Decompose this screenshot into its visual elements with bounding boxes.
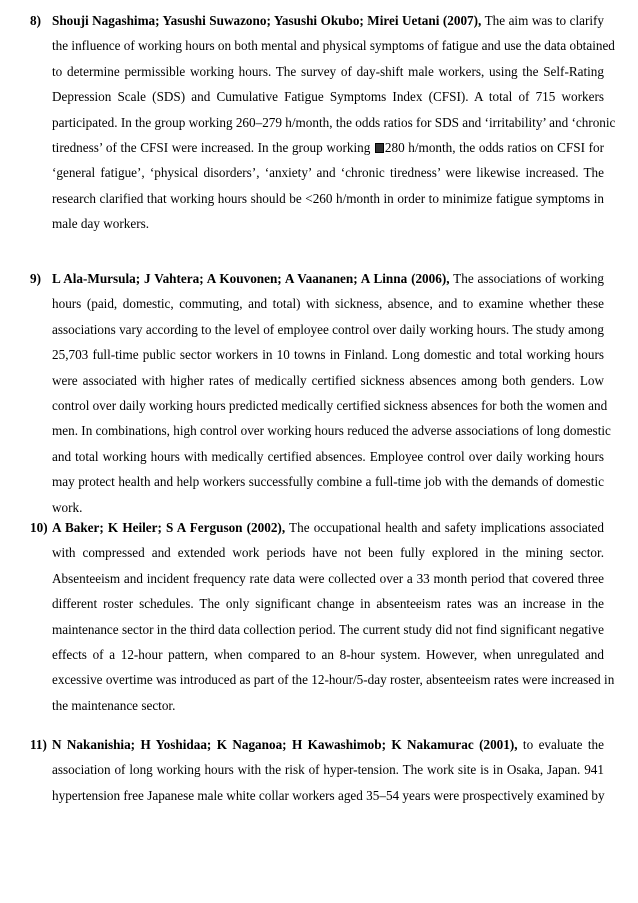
reference-line: association of long working hours with the risk of hyper-tension. The work site is in Osaka, Japan. 941 [52, 762, 604, 778]
reference-line: tiredness’ of the CFSI were increased. In the group working 280 h/month, the odds ratios on CFSI for [52, 140, 604, 156]
reference-line: 25,703 full-time public sector workers in 10 towns in Finland. Long domestic and total working hours [52, 347, 604, 363]
reference-item [30, 8, 616, 237]
reference-line: L Ala-Mursula; J Vahtera; A Kouvonen; A Vaananen; A Linna (2006), The associations of working [52, 271, 604, 286]
reference-line: different roster schedules. The only significant change in absenteeism rates was an increase in the [52, 596, 604, 612]
reference-line: A Baker; K Heiler; S A Ferguson (2002), The occupational health and safety implications associated [52, 520, 604, 535]
reference-line: ‘general fatigue’, ‘physical disorders’, ‘anxiety’ and ‘chronic tiredness’ were likewise increased. The [52, 165, 604, 181]
reference-line: to determine permissible working hours. The survey of day-shift male workers, using the Self-Rating [52, 63, 604, 79]
reference-line: men. In combinations, high control over working hours reduced the adverse associations of long domestic [52, 423, 611, 439]
reference-line: were associated with higher rates of medically certified sickness absences among both genders. Low [52, 372, 604, 388]
reference-number: 11) [30, 737, 47, 752]
reference-number: 9) [30, 271, 41, 286]
reference-line: Depression Scale (SDS) and Cumulative Fatigue Symptoms Index (CFSI). A total of 715 workers [52, 89, 604, 105]
reference-authors: A Baker; K Heiler; S A Ferguson (2002), [52, 520, 286, 535]
reference-line: the influence of working hours on both mental and physical symptoms of fatigue and use the data obtained [52, 38, 615, 54]
reference-authors: L Ala-Mursula; J Vahtera; A Kouvonen; A Vaananen; A Linna (2006), [52, 271, 450, 286]
reference-line: male day workers. [52, 216, 150, 232]
reference-line: maintenance sector in the third data collection period. The current study did not find significant negative [52, 621, 604, 637]
reference-line: hours (paid, domestic, commuting, and total) with sickness, absence, and to examine whether these [52, 296, 604, 312]
reference-line: with compressed and extended work periods have not been fully explored in the mining sector. [52, 545, 604, 561]
reference-item [30, 515, 615, 718]
reference-line: excessive overtime was introduced as part of the 12-hour/5-day roster, absenteeism rates were increased in [52, 672, 615, 688]
reference-line: Shouji Nagashima; Yasushi Suwazono; Yasushi Okubo; Mirei Uetani (2007), The aim was to clarify [52, 13, 605, 28]
reference-line: participated. In the group working 260–279 h/month, the odds ratios for SDS and ‘irritability’ and ‘chronic [52, 114, 616, 130]
reference-line: associations vary according to the level of employee control over daily working hours. The study among [52, 321, 604, 337]
reference-line: the maintenance sector. [52, 697, 176, 713]
reference-line: control over daily working hours predicted medically certified sickness absences for both the women and [52, 398, 608, 414]
missing-glyph-icon [375, 143, 384, 153]
reference-line: Absenteeism and incident frequency rate data were collected over a 33 month period that covered three [52, 570, 604, 586]
reference-line: research clarified that working hours should be <260 h/month in order to minimize fatigue symptoms in [52, 190, 604, 206]
reference-line: work. [52, 499, 83, 515]
reference-line: may protect health and help workers successfully combine a full-time job with the demands of domestic [52, 474, 604, 490]
reference-line: and total working hours with medically certified absences. Employee control over daily working hours [52, 448, 604, 464]
reference-line: effects of a 12-hour pattern, when compared to an 8-hour system. However, when unregulated and [52, 647, 604, 663]
reference-line: N Nakanishia; H Yoshidaa; K Naganoa; H Kawashimob; K Nakamurac (2001), to evaluate the [52, 737, 605, 752]
reference-item [30, 266, 611, 520]
reference-number: 8) [30, 13, 41, 28]
reference-authors: N Nakanishia; H Yoshidaa; K Naganoa; H Kawashimob; K Nakamurac (2001), [52, 737, 518, 752]
reference-number: 10) [30, 520, 48, 535]
reference-authors: Shouji Nagashima; Yasushi Suwazono; Yasushi Okubo; Mirei Uetani (2007), [52, 13, 482, 28]
reference-item [30, 732, 604, 808]
reference-line: hypertension free Japanese male white collar workers aged 35–54 years were prospectively examined by [52, 787, 605, 803]
